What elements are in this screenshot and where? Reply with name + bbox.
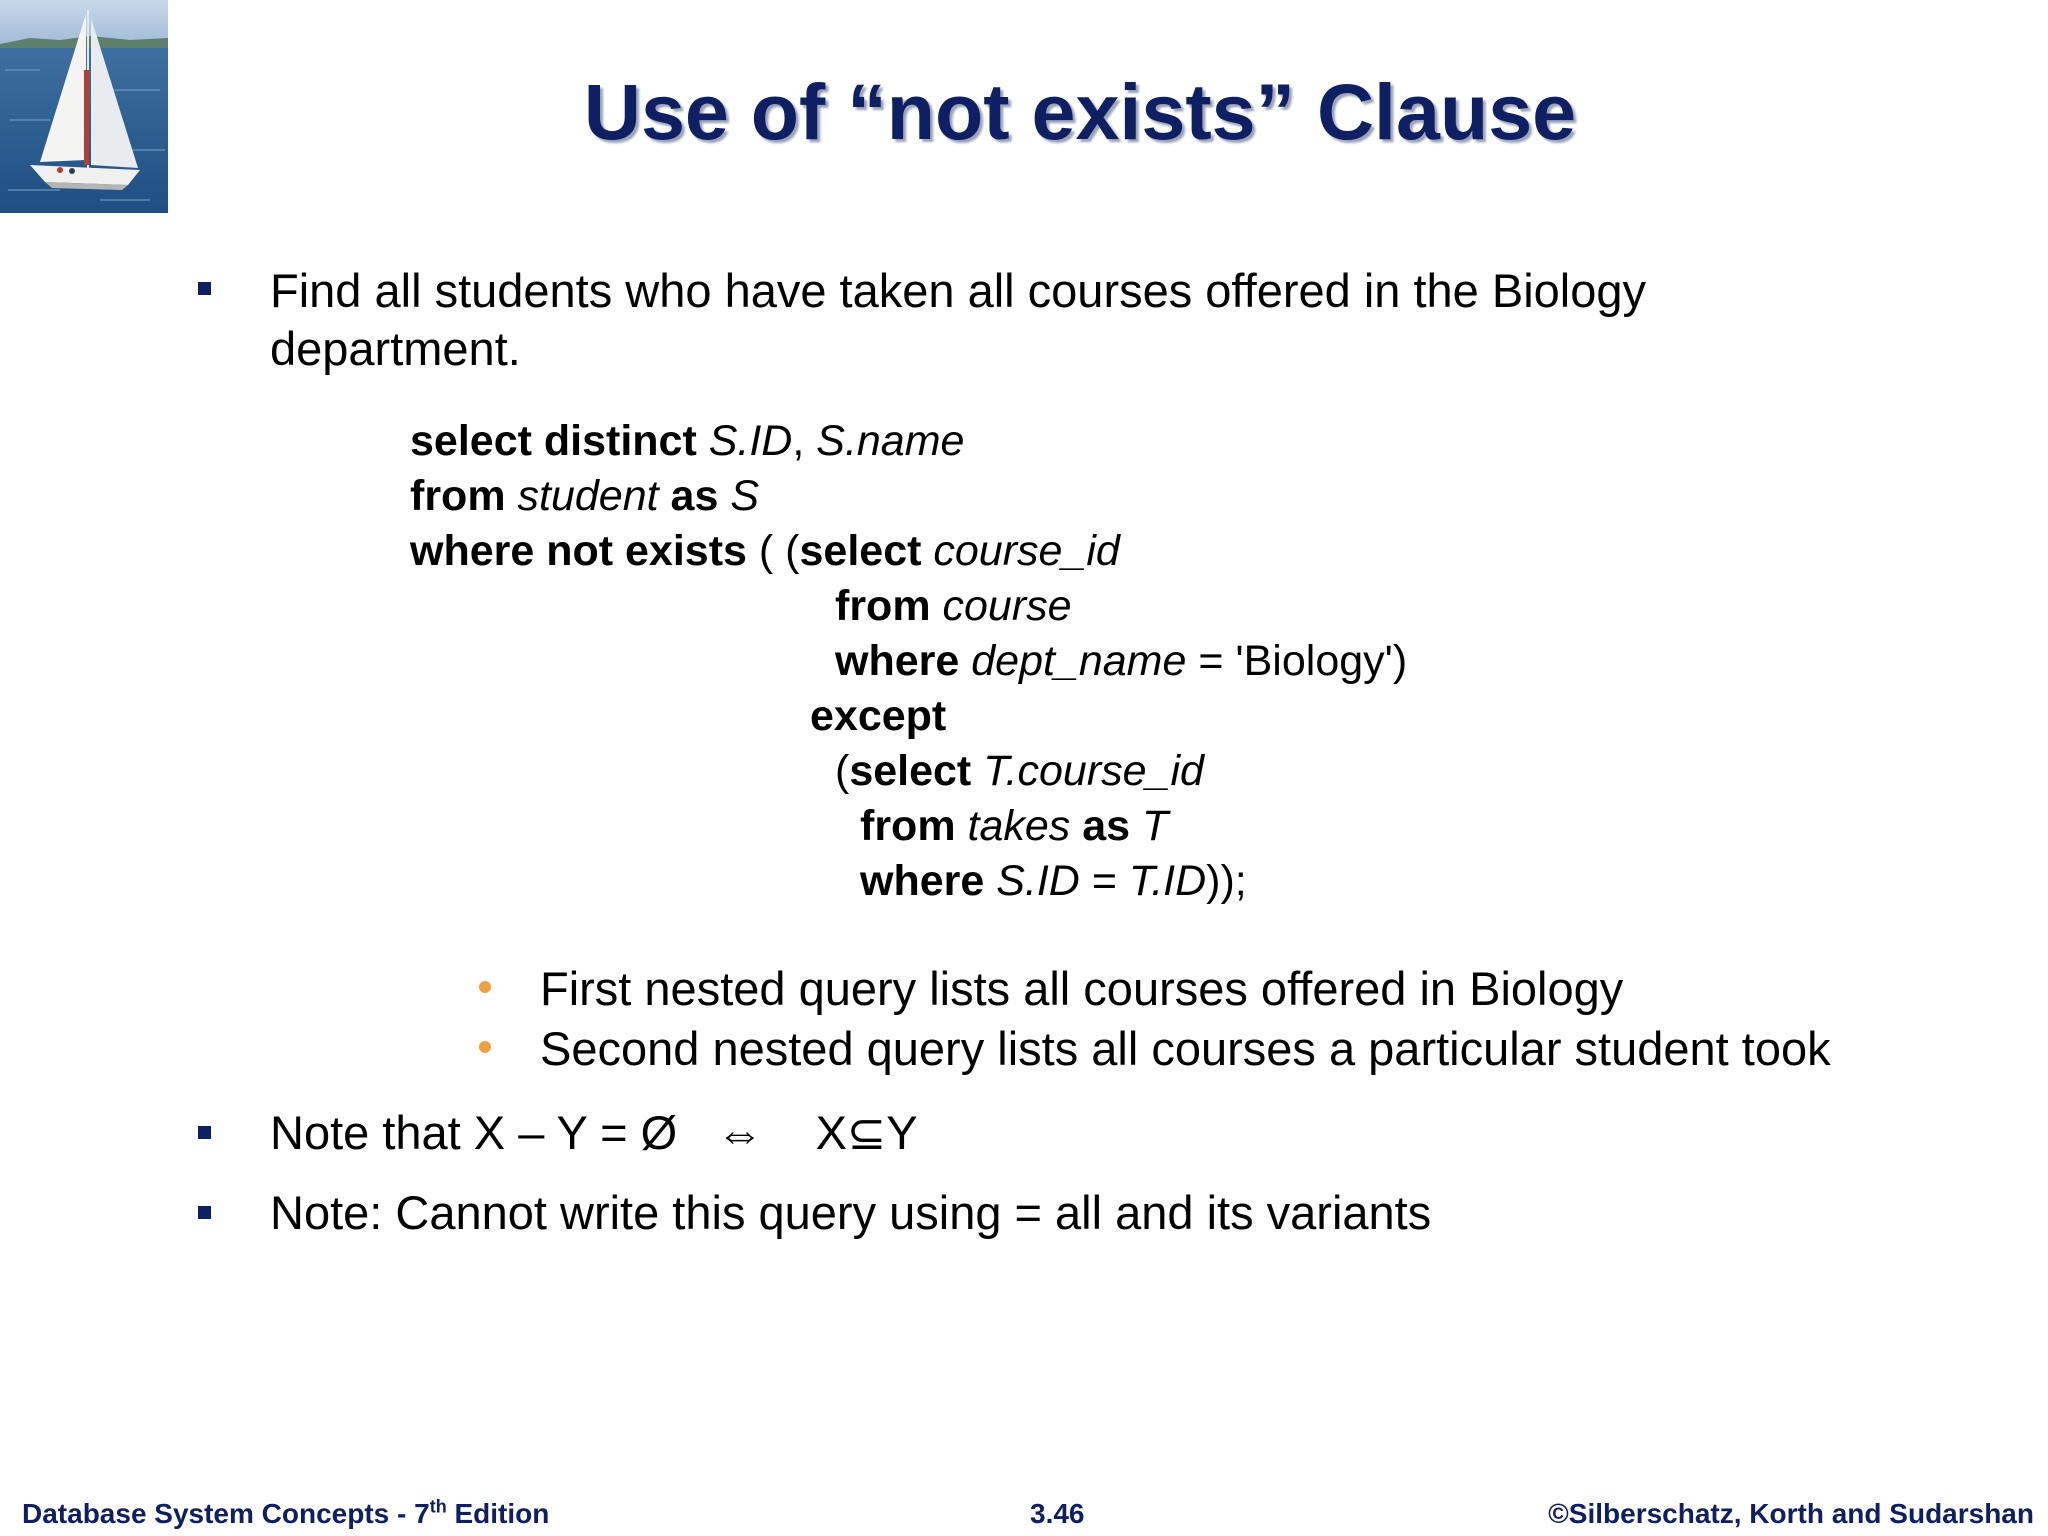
sql-term: T [1142,802,1169,850]
query-line-9 [860,855,1247,907]
bullet-1-line-1: Find all students who have taken all courses offered in the Biology [270,264,1647,317]
sql-keyword: as [1082,802,1131,850]
sql-punct: = [1091,857,1117,905]
query-line-2 [410,470,759,522]
query-line-1 [410,415,964,467]
sql-term: S.name [816,417,965,465]
sql-term: T.course_id [983,747,1204,795]
bullet-square-icon [198,282,211,295]
sql-keyword: from [860,802,956,850]
sql-punct: , [792,417,805,465]
sql-punct: ( [835,747,850,795]
footer-slide-number: 3.46 [1030,1498,1085,1529]
sql-keyword: where not exists [410,527,747,575]
bullet-square-icon [198,1206,211,1219]
sql-term: T.ID [1128,857,1207,905]
sub-bullet-dot-icon [479,981,491,993]
sql-term: S.ID [708,417,793,465]
sql-punct: )); [1206,857,1247,905]
sailboat-image [0,0,168,213]
sql-keyword: select [849,747,972,795]
sql-term: course_id [933,527,1120,575]
query-line-8 [860,800,1168,852]
sql-term: S [730,472,760,520]
footer-book-title [22,1496,549,1532]
sql-term: S.ID [996,857,1080,905]
query-line-7 [835,745,1204,797]
footer-copyright: ©Silberschatz, Korth and Sudarshan [1548,1498,2034,1529]
sql-term: student [517,472,659,520]
bullet-square-icon [198,1126,211,1139]
sql-keyword: as [670,472,719,520]
footer-title-prefix: Database System Concepts - 7 [22,1498,430,1529]
footer-title-suffix: Edition [446,1498,550,1529]
sql-keyword: from [835,582,931,630]
sql-keyword: from [410,472,506,520]
sql-keyword: where [860,857,985,905]
sql-term: dept_name [971,637,1187,685]
slide-title: Use of “not exists” Clause [583,67,1577,156]
query-line-4 [835,580,1072,632]
sql-term: takes [967,802,1071,850]
sql-keyword: except [810,692,947,740]
sub-bullet-2: Second nested query lists all courses a particular student took [540,1022,1831,1075]
sql-keyword: select [799,527,922,575]
sql-term: course [942,582,1072,630]
bullet-1-line-2: department. [270,322,521,375]
sailboat-logo [0,0,168,213]
query-line-3 [410,525,1120,577]
footer-title-sup: th [429,1496,447,1517]
bullet-2-text: Note that X – Y = Ø ⇔ X⊆Y [270,1106,918,1159]
sql-keyword: select distinct [410,417,697,465]
sub-bullet-dot-icon [479,1041,491,1053]
sql-punct: = 'Biology') [1198,637,1408,685]
sql-punct: ( ( [758,527,800,575]
sql-keyword: where [835,637,960,685]
bullet-3-text: Note: Cannot write this query using = all and its variants [270,1186,1432,1239]
query-line-5 [835,635,1407,687]
sub-bullet-1: First nested query lists all courses offered in Biology [540,962,1624,1015]
query-line-6 [810,690,946,742]
